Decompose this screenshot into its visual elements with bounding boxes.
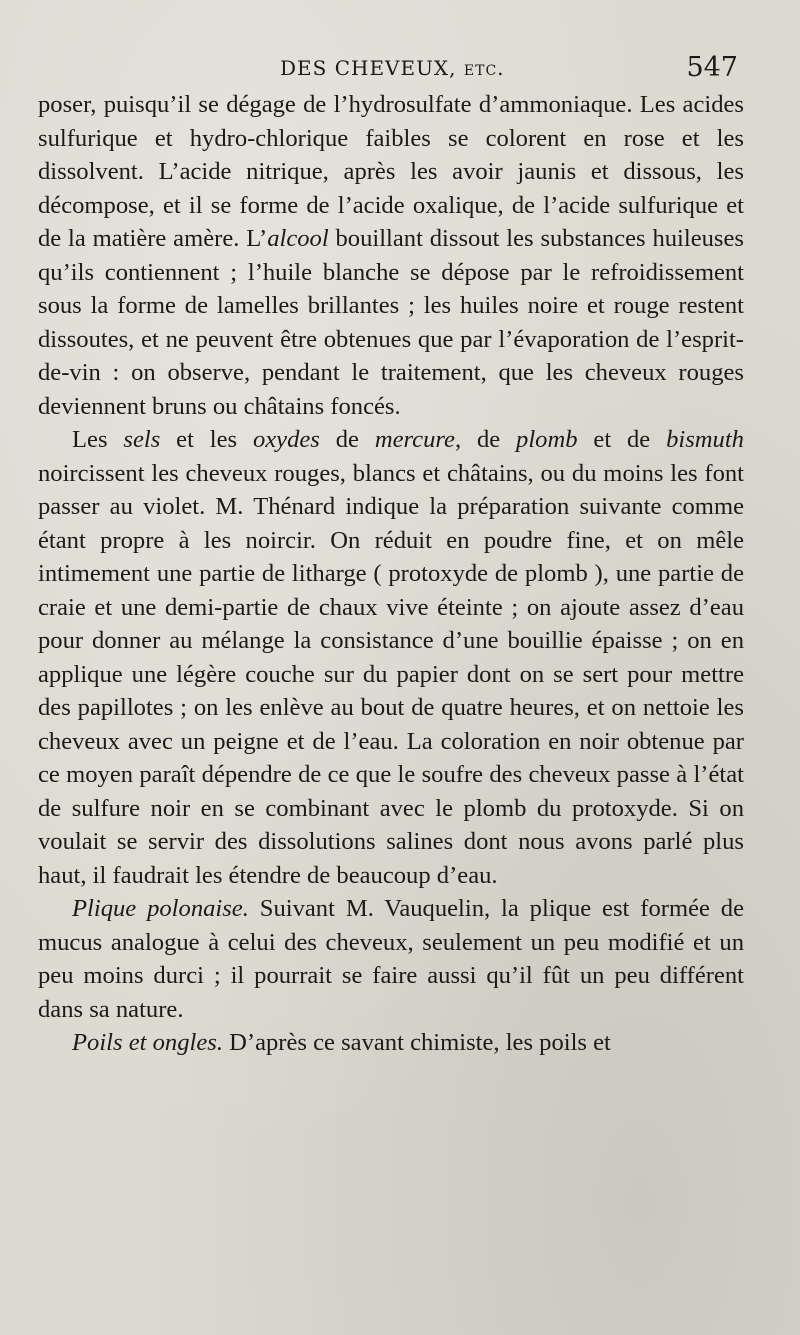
italic-term: plomb [516, 426, 578, 453]
italic-term: mercure [374, 426, 455, 453]
italic-heading: Poils et ongles. [72, 1029, 223, 1056]
text-segment: D’après ce savant chimiste, les poils et [222, 1029, 611, 1056]
text-segment: bouillant dissout les substances huileuses qu’ils contiennent ; l’huile blanche se dépose par le refroidissement sous la forme de lamelles brillantes ; les huiles noire et rouge restent dissoutes, et ne peuvent être obtenues que par l’évaporation de l’esprit-de-vin : on observe, pendant le traitement, que les cheveux rouges deviennent bruns ou châtains foncés. [38, 225, 744, 420]
paragraph [38, 892, 744, 1026]
text-segment: de [319, 426, 375, 453]
italic-term: sels [123, 426, 161, 453]
running-head [0, 52, 800, 88]
text-segment: noircissent les cheveux rouges, blancs et châtains, ou du moins les font passer au violet. M. Thénard indique la préparation suivante comme étant propre à les noircir. On réduit en poudre fine, et on mêle intimement une partie de litharge ( protoxyde de plomb ), une partie de craie et une demi-partie de chaux vive éteinte ; on ajoute assez d’eau pour donner au mélange la consistance d’une bouillie épaisse ; on en applique une légère couche sur du papier dont on se sert pour mettre des papillotes ; on les enlève au bout de quatre heures, et on nettoie les cheveux avec un peigne et de l’eau. La coloration en noir obtenue par ce moyen paraît dépendre de ce que le soufre des cheveux passe à l’état de sulfure noir en se combinant avec le plomb du protoxyde. Si on voulait se servir des dissolutions salines dont nous avons parlé plus haut, il faudrait les étendre de beaucoup d’eau. [38, 459, 744, 889]
paragraph [38, 423, 744, 892]
page-number: 547 [686, 52, 738, 83]
text-segment: , de [454, 426, 517, 453]
paragraph [38, 1026, 744, 1060]
italic-term: oxydes [252, 426, 320, 453]
body-text [38, 88, 744, 1060]
paragraph [38, 88, 744, 423]
text-segment: Les [72, 426, 124, 453]
text-segment: Suivant M. Vauquelin, la plique est formée de mucus analogue à celui des cheveux, seulement un peu modifié et un peu moins durci ; il pourrait se faire aussi qu’il fût un peu différent dans sa nature. [38, 895, 745, 1023]
italic-term: bismuth [666, 426, 744, 453]
italic-heading: Plique polonaise. [72, 895, 249, 922]
italic-term: alcool [267, 225, 329, 252]
text-segment: et de [577, 426, 667, 453]
text-segment: et les [160, 426, 253, 453]
text-segment: poser, puisqu’il se dégage de l’hydrosulfate d’ammoniaque. Les acides sulfurique et hydro-chlorique faibles se colorent en rose et les dissolvent. L’acide nitrique, après les avoir jaunis et dissous, les décompose, et il se forme de l’acide oxalique, de l’acide sulfurique et de la matière amère. L’ [38, 91, 744, 252]
running-title: DES CHEVEUX, etc. [280, 56, 505, 80]
